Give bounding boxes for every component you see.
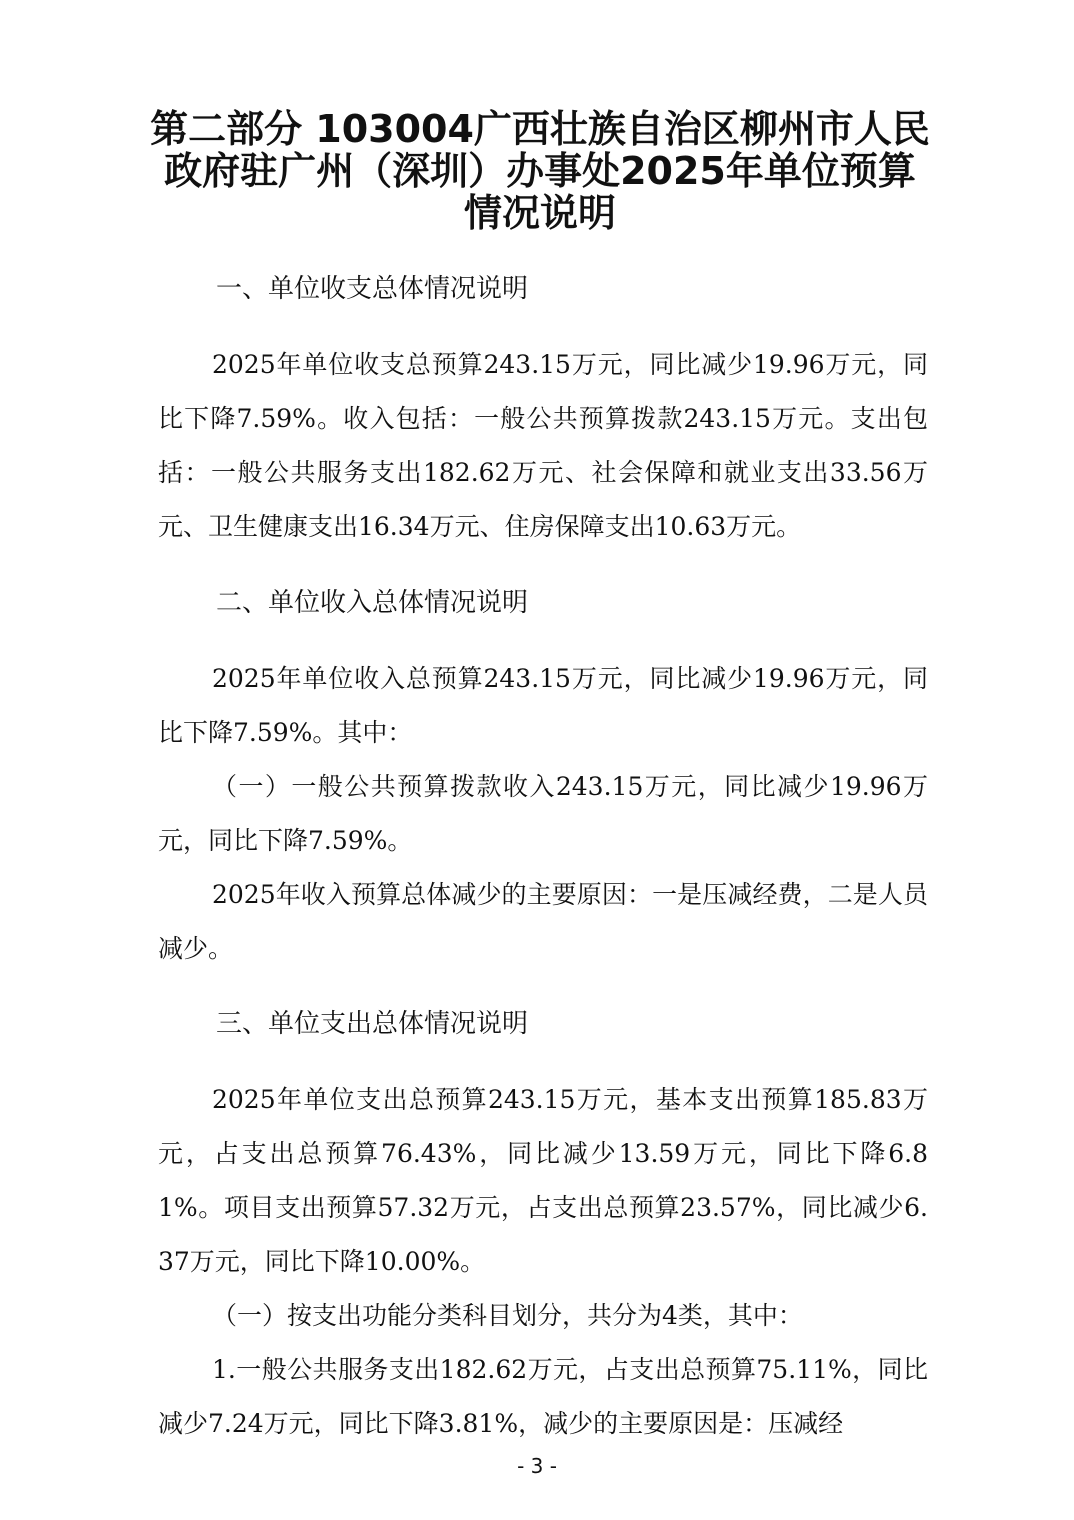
section-1-paragraph-1: 2025年单位收支总预算243.15万元，同比减少19.96万元，同比下降7.59%。收入包括：一般公共预算拨款243.15万元。支出包括：一般公共服务支出182.62万元、社会保障和就业支出33.56万元、卫生健康支出16.34万元、住房保障支出10.63万元。 bbox=[158, 350, 928, 541]
section-3-paragraph-2: （一）按支出功能分类科目划分，共分为4类，其中： bbox=[212, 1301, 803, 1330]
page-title: 第二部分 103004广西壮族自治区柳州市人民政府驻广州（深圳）办事处2025年单位预算情况说明 bbox=[150, 107, 930, 235]
section-3-paragraph-3: 1.一般公共服务支出182.62万元，占支出总预算75.11%，同比减少7.24万元，同比下降3.81%，减少的主要原因是：压减经 bbox=[158, 1355, 928, 1438]
section-heading-3: 三、单位支出总体情况说明 bbox=[216, 1009, 529, 1039]
section-2-paragraph-2: （一）一般公共预算拨款收入243.15万元，同比减少19.96万元，同比下降7.59%。 bbox=[158, 772, 928, 855]
page-number: - 3 - bbox=[517, 1454, 557, 1478]
section-heading-1: 一、单位收支总体情况说明 bbox=[216, 274, 529, 304]
section-2-paragraph-1: 2025年单位收入总预算243.15万元，同比减少19.96万元，同比下降7.59%。其中： bbox=[158, 664, 928, 747]
section-3-paragraph-1: 2025年单位支出总预算243.15万元，基本支出预算185.83万元，占支出总预算76.43%，同比减少13.59万元，同比下降6.81%。项目支出预算57.32万元，占支出总预算23.57%，同比减少6.37万元，同比下降10.00%。 bbox=[158, 1085, 928, 1276]
section-2-paragraph-3: 2025年收入预算总体减少的主要原因：一是压减经费，二是人员减少。 bbox=[158, 880, 928, 963]
section-heading-2: 二、单位收入总体情况说明 bbox=[216, 588, 529, 618]
